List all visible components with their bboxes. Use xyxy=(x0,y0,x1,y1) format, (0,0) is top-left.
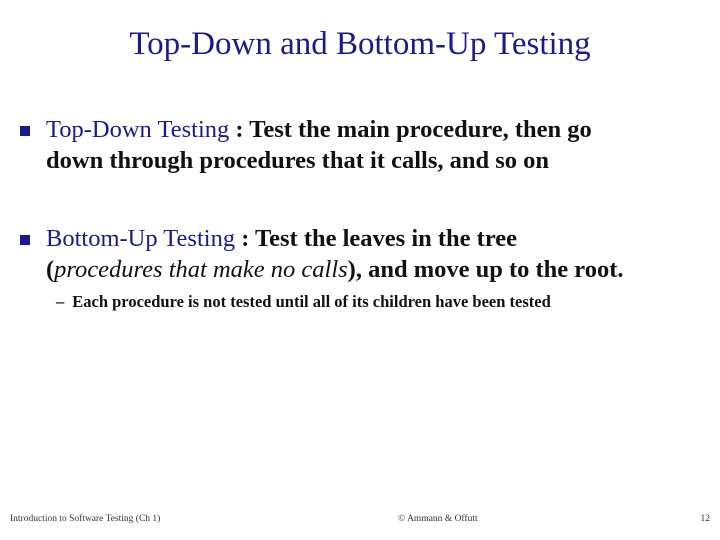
bullet-term: Bottom-Up Testing xyxy=(46,225,236,252)
sub-bullet-text: Each procedure is not tested until all of its children have been tested xyxy=(72,292,551,311)
bullet-line1: : Test the main procedure, then go xyxy=(229,116,592,143)
footer-copyright: © Ammann & Offutt xyxy=(398,514,478,524)
bullet-term: Top-Down Testing xyxy=(46,116,230,143)
square-bullet-icon xyxy=(20,126,30,136)
bullet-line2: down through procedures that it calls, and so on xyxy=(46,147,550,174)
bullet-text xyxy=(46,114,716,176)
paren-open: ( xyxy=(46,256,55,283)
bullet-line1: : Test the leaves in the tree xyxy=(235,225,518,252)
footer-course: Introduction to Software Testing (Ch 1) xyxy=(10,514,161,524)
slide-title: Top-Down and Bottom-Up Testing xyxy=(129,26,591,62)
bullet-italic: procedures that make no calls xyxy=(54,256,348,283)
bullet-text xyxy=(46,223,716,285)
dash-bullet-icon: – xyxy=(56,292,65,311)
square-bullet-icon xyxy=(20,235,30,245)
page-number: 12 xyxy=(700,514,710,524)
bullet-line2-rest: ), and move up to the root. xyxy=(347,256,624,283)
sub-bullet xyxy=(56,291,696,313)
